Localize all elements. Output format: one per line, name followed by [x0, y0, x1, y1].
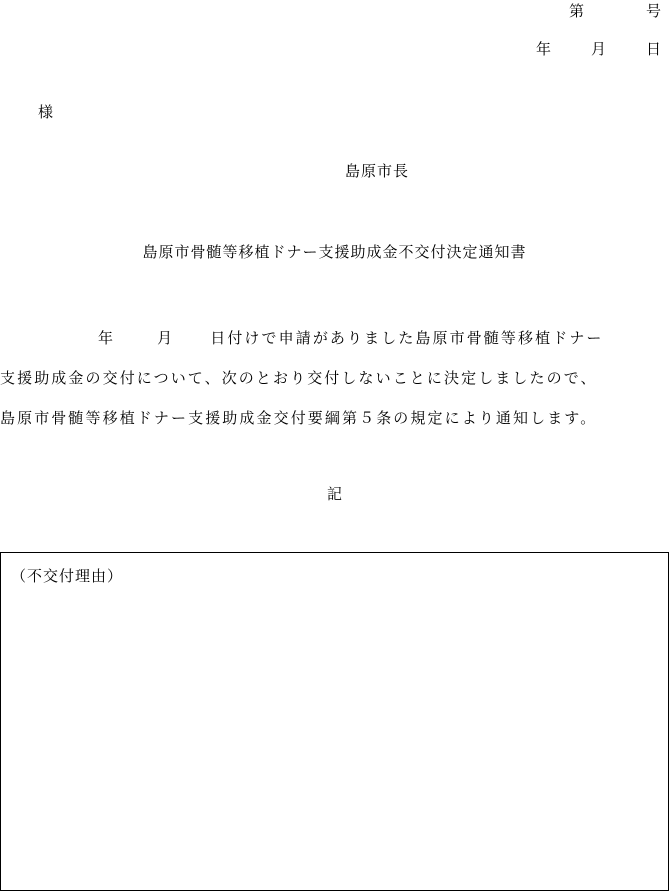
body-month-label: 月 [157, 329, 175, 347]
date-line [536, 38, 661, 59]
body-year-label: 年 [98, 329, 116, 347]
non-grant-reason-label: （不交付理由） [11, 567, 124, 585]
body-paragraph [0, 318, 669, 438]
body-line-1-text: 日付けで申請がありました島原市骨髄等移植ドナー [210, 329, 604, 347]
document-number-prefix: 第 [568, 2, 584, 20]
body-line-2: 支援助成金の交付について、次のとおり交付しないことに決定しましたので、 [0, 369, 598, 387]
document-number-line [569, 0, 661, 21]
non-grant-reason-box [0, 552, 669, 891]
note-heading: 記 [326, 485, 342, 503]
issuer-name: 島原市長 [345, 162, 410, 180]
date-year-label: 年 [535, 40, 551, 58]
document-title: 島原市骨髄等移植ドナー支援助成金不交付決定通知書 [142, 243, 527, 261]
body-line-1 [0, 318, 669, 358]
date-month-label: 月 [590, 40, 606, 58]
addressee-honorific: 様 [38, 103, 54, 121]
document-number-suffix: 号 [645, 2, 661, 20]
date-day-label: 日 [645, 40, 661, 58]
body-line-3: 島原市骨髄等移植ドナー支援助成金交付要綱第５条の規定により通知します。 [0, 409, 598, 427]
